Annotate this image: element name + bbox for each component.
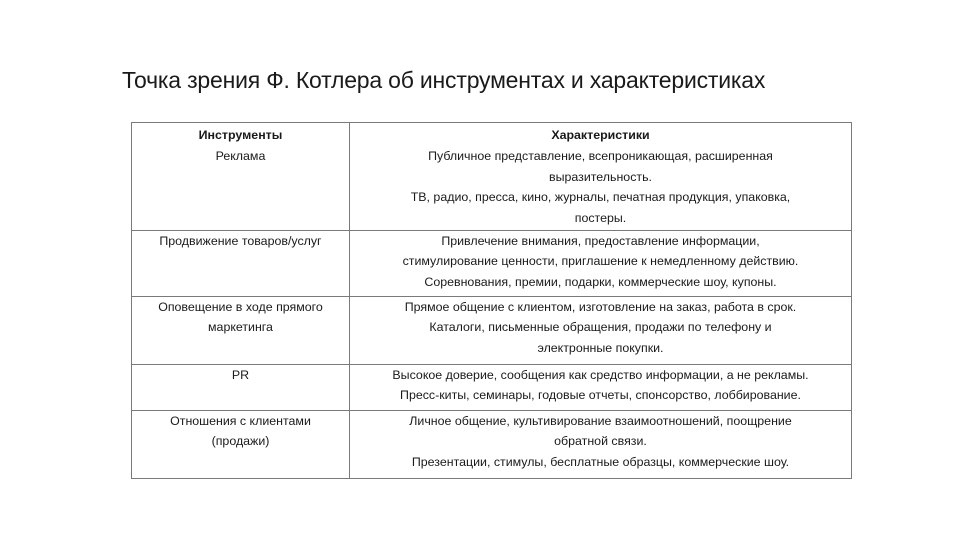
table-header-row	[132, 123, 852, 147]
characteristics-text: Презентации, стимулы, бесплатные образцы, коммерческие шоу.	[411, 454, 790, 469]
characteristics-cell	[350, 296, 852, 364]
tool-cell	[132, 410, 350, 478]
tool-text: (продажи)	[211, 434, 270, 448]
header-tools: Инструменты	[132, 123, 350, 147]
tool-text: Отношения с клиентами	[170, 413, 311, 428]
characteristics-text: Пресс-киты, семинары, годовые отчеты, спонсорство, лоббирование.	[400, 388, 801, 402]
characteristics-text: Личное общение, культивирование взаимоотношений, поощрение	[409, 413, 792, 428]
tool-text: маркетинга	[208, 320, 273, 334]
characteristics-cell	[350, 410, 852, 478]
characteristics-text: электронные покупки.	[537, 340, 664, 355]
characteristics-text: выразительность.	[549, 169, 652, 184]
tool-cell	[132, 146, 350, 230]
table-row	[132, 410, 852, 478]
characteristics-text: стимулирование ценности, приглашение к немедленному действию.	[402, 254, 799, 268]
characteristics-cell	[350, 146, 852, 230]
characteristics-text: Привлечение внимания, предоставление информации,	[441, 233, 760, 248]
header-characteristics: Характеристики	[350, 123, 852, 147]
characteristics-text: Высокое доверие, сообщения как средство информации, а не рекламы.	[392, 367, 809, 382]
tools-table	[131, 122, 852, 479]
tool-text: Продвижение товаров/услуг	[159, 233, 322, 248]
tool-cell	[132, 364, 350, 410]
characteristics-text: Каталоги, письменные обращения, продажи по телефону и	[429, 320, 772, 334]
characteristics-cell	[350, 364, 852, 410]
characteristics-text: ТВ, радио, пресса, кино, журналы, печатная продукция, упаковка,	[410, 190, 791, 204]
table-row	[132, 296, 852, 364]
characteristics-text: Прямое общение с клиентом, изготовление на заказ, работа в срок.	[404, 299, 797, 314]
table-row	[132, 230, 852, 296]
slide-title: Точка зрения Ф. Котлера об инструментах и характеристиках	[122, 67, 766, 93]
tool-cell	[132, 230, 350, 296]
table-row	[132, 146, 852, 230]
characteristics-text: Публичное представление, всепроникающая, расширенная	[428, 149, 773, 163]
characteristics-cell	[350, 230, 852, 296]
tool-text: Оповещение в ходе прямого	[158, 299, 323, 314]
tool-cell	[132, 296, 350, 364]
characteristics-text: постеры.	[574, 210, 627, 225]
characteristics-text: Соревнования, премии, подарки, коммерческие шоу, купоны.	[424, 274, 777, 289]
characteristics-text: обратной связи.	[554, 434, 647, 448]
tool-text: PR	[231, 367, 250, 382]
table-row	[132, 364, 852, 410]
tool-text: Реклама	[215, 149, 266, 163]
